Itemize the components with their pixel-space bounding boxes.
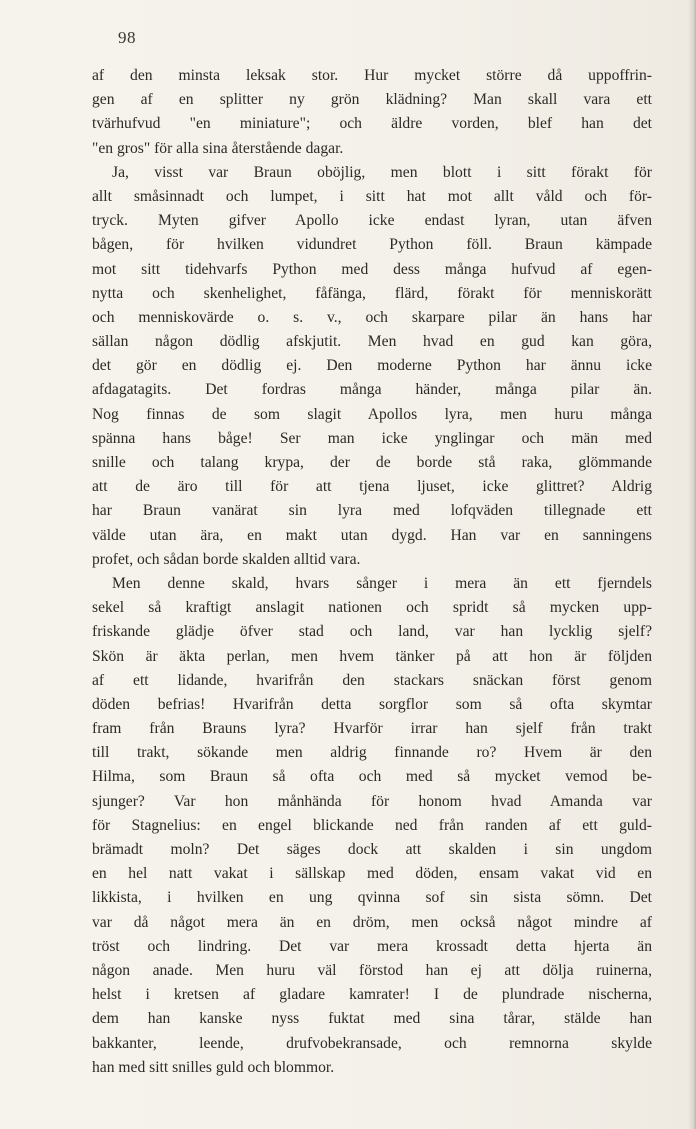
text-line: det gör en dödlig ej. Den moderne Python har ännu icke xyxy=(92,357,652,375)
text-line: likkista, i hvilken en ung qvinna sof sin sista sömn. Det xyxy=(92,889,652,907)
text-line: helst i kretsen af gladare kamrater! I de plundrade nischerna, xyxy=(92,986,652,1004)
text-line: friskande glädje öfver stad och land, var han lycklig sjelf? xyxy=(92,623,652,641)
text-line: att de äro till för att tjena ljuset, icke glittret? Aldrig xyxy=(92,478,652,496)
paragraph xyxy=(92,64,652,161)
text-line: sekel så kraftigt anslagit nationen och spridt så mycken upp- xyxy=(92,599,652,617)
text-line: för Stagnelius: en engel blickande ned från randen af ett guld- xyxy=(92,816,652,834)
text-line: tröst och lindring. Det var mera krossadt detta hjerta än xyxy=(92,937,652,955)
text-line: Nog finnas de som slagit Apollos lyra, men huru många xyxy=(92,405,652,423)
text-line: af den minsta leksak stor. Hur mycket större då uppoffrin- xyxy=(92,67,652,84)
text-line: till trakt, sökande men aldrig finnande ro? Hvem är den xyxy=(92,744,652,762)
text-line: af ett lidande, hvarifrån den stackars snäckan först genom xyxy=(92,671,652,689)
body-text xyxy=(92,64,652,1080)
text-line: "en gros" för alla sina återstående dagar. xyxy=(92,139,344,157)
text-line: mot sitt tidehvarfs Python med dess många hufvud af egen- xyxy=(92,260,652,278)
text-line: en hel natt vakat i sällskap med döden, ensam vakat vid en xyxy=(92,865,652,883)
text-line: har Braun vanärat sin lyra med lofqväden tillegnade ett xyxy=(92,502,652,520)
page-number: 98 xyxy=(118,28,136,47)
text-line: dem han kanske nyss fuktat med sina tårar, stälde han xyxy=(92,1010,652,1028)
text-line: någon anade. Men huru väl förstod han ej att dölja ruinerna, xyxy=(92,961,652,979)
text-line: afdagatagits. Det fordras många händer, många pilar än. xyxy=(92,381,652,399)
text-line: brämadt moln? Det säges dock att skalden i sin ungdom xyxy=(92,841,652,858)
text-line: och menniskovärde o. s. v., och skarpare pilar än hans har xyxy=(92,308,652,326)
text-line: sällan någon dödlig afskjutit. Men hvad en gud kan göra, xyxy=(92,333,652,351)
text-line: välde utan ära, en makt utan dygd. Han var en sanningens xyxy=(92,526,652,544)
text-line: sjunger? Var hon månhända för honom hvad Amanda var xyxy=(92,792,652,810)
text-line: tvärhufvud "en miniature"; och äldre vorden, blef han det xyxy=(92,115,652,133)
text-line: spänna hans båge! Ser man icke ynglingar och män med xyxy=(92,429,652,447)
text-line: snille och talang krypa, der de borde stå raka, glömmande xyxy=(92,454,652,471)
text-line: Men denne skald, hvars sånger i mera än ett fjerndels xyxy=(112,574,652,592)
text-line: fram från Brauns lyra? Hvarför irrar han sjelf från trakt xyxy=(92,720,652,738)
text-line: bågen, för hvilken vidundret Python föll. Braun kämpade xyxy=(92,236,652,254)
text-line: Ja, visst var Braun oböjlig, men blott i sitt förakt för xyxy=(112,163,652,181)
text-line: allt småsinnadt och lumpet, i sitt hat mot allt våld och för- xyxy=(92,187,652,205)
text-line: han med sitt snilles guld och blommor. xyxy=(92,1058,335,1076)
text-line: var då något mera än en dröm, men också något mindre af xyxy=(92,913,652,931)
text-line: tryck. Myten gifver Apollo icke endast lyran, utan äfven xyxy=(92,212,652,230)
text-line: Skön är äkta perlan, men hvem tänker på att hon är följden xyxy=(92,647,652,665)
page-edge-shadow xyxy=(688,0,696,1129)
text-line: döden befrias! Hvarifrån detta sorgflor som så ofta skymtar xyxy=(92,695,652,713)
text-line: nytta och skenhelighet, fåfänga, flärd, förakt för menniskorätt xyxy=(92,284,652,302)
text-line: gen af en splitter ny grön klädning? Man skall vara ett xyxy=(92,91,652,109)
text-line: Hilma, som Braun så ofta och med så mycket vemod be- xyxy=(92,768,652,786)
text-line: profet, och sådan borde skalden alltid vara. xyxy=(92,550,361,568)
paragraph xyxy=(92,161,652,572)
paragraph xyxy=(92,572,652,1080)
text-line: bakkanter, leende, drufvobekransade, och remnorna skylde xyxy=(92,1034,652,1052)
